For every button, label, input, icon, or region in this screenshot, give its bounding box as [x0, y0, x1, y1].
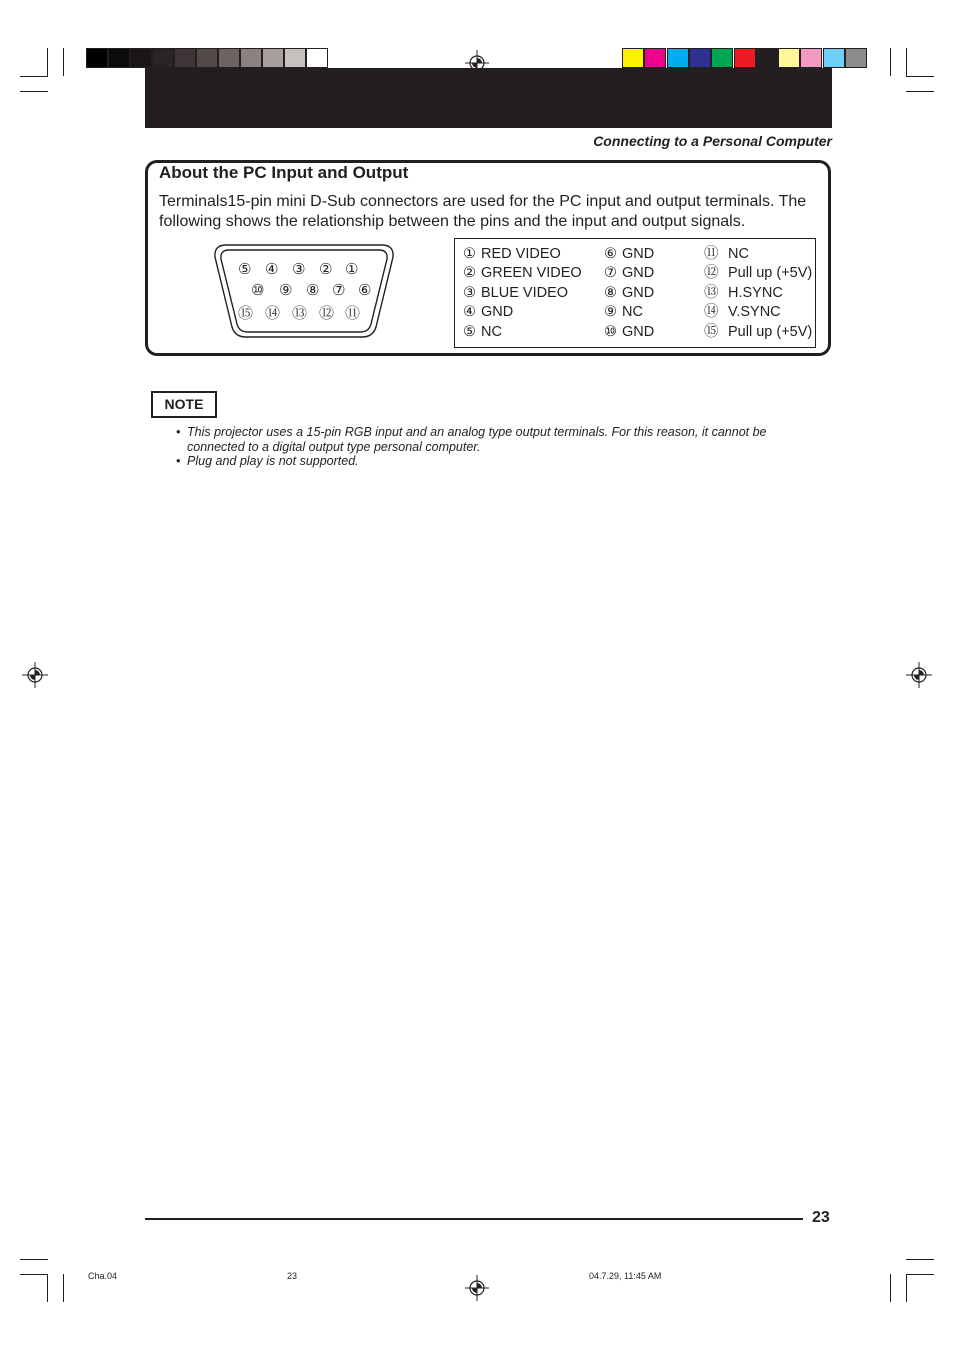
- pin-row: [463, 323, 582, 342]
- color-swatch: [845, 48, 867, 68]
- pin-row: [463, 264, 582, 283]
- pin-signal: GND: [622, 265, 655, 282]
- pin-row: [704, 245, 812, 264]
- page-number: 23: [812, 1209, 830, 1226]
- pin-7-label: ⑦: [332, 282, 346, 299]
- pin-11-label: ⑪: [345, 305, 361, 322]
- color-swatch: [734, 48, 756, 68]
- gray-swatch: [240, 48, 262, 68]
- pin-column-2: [604, 245, 654, 342]
- pin-number: ⑪: [704, 246, 719, 262]
- pin-signal: Pull up (+5V): [728, 265, 813, 282]
- slug-timestamp: 04.7.29, 11:45 AM: [589, 1271, 662, 1281]
- color-swatch: [644, 48, 666, 68]
- color-swatch: [711, 48, 733, 68]
- pin-signal: GND: [622, 246, 655, 262]
- page-subtitle: Connecting to a Personal Computer: [593, 133, 832, 149]
- color-swatch: [622, 48, 644, 68]
- pin-row: [604, 323, 654, 342]
- pin-signal: Pull up (+5V): [728, 323, 813, 340]
- pin-row: [604, 284, 654, 303]
- slug-page: 23: [287, 1271, 298, 1281]
- gray-swatch: [196, 48, 218, 68]
- header-bar: [145, 68, 832, 128]
- slug-chapter: Cha.04: [88, 1271, 118, 1281]
- pin-row: [704, 284, 812, 303]
- gray-swatch: [86, 48, 108, 68]
- pin-row: [604, 264, 654, 283]
- pin-row: [704, 303, 812, 322]
- pin-signal: NC: [728, 246, 749, 262]
- color-swatch: [756, 48, 778, 68]
- pin-row: [604, 303, 654, 322]
- gray-swatch: [284, 48, 306, 68]
- registration-target-icon: [22, 662, 48, 688]
- pin-13-label: ⑬: [292, 305, 308, 322]
- pin-row: [704, 323, 812, 342]
- gray-swatch: [218, 48, 240, 68]
- pin-6-label: ⑥: [358, 282, 372, 299]
- pin-number: ⑩: [604, 323, 617, 340]
- pin-4-label: ④: [265, 261, 279, 278]
- pin-number: ⑨: [604, 304, 617, 321]
- color-swatch: [800, 48, 822, 68]
- gray-swatch: [262, 48, 284, 68]
- pin-number: ③: [463, 284, 476, 301]
- section-title: About the PC Input and Output: [159, 163, 409, 182]
- pin-1-label: ①: [345, 261, 359, 278]
- pin-row: [604, 245, 654, 264]
- pin-2-label: ②: [319, 261, 333, 278]
- pin-number: ①: [463, 246, 476, 262]
- pin-number: ②: [463, 265, 476, 282]
- pin-signal: BLUE VIDEO: [481, 284, 569, 301]
- pin-signal: NC: [481, 323, 502, 340]
- pin-9-label: ⑨: [279, 282, 293, 299]
- note-item: • Plug and play is not supported.: [176, 454, 796, 469]
- pin-number: ⑬: [704, 284, 719, 301]
- section-body: Terminals15-pin mini D-Sub connectors are used for the PC input and output terminals. The following shows the relationship between the pins and the input and output signals.: [159, 193, 807, 230]
- pin-signal: H.SYNC: [728, 284, 783, 301]
- pin-signal: GND: [481, 304, 514, 321]
- pin-12-label: ⑫: [319, 305, 335, 322]
- registration-target-icon: [465, 1275, 489, 1301]
- pin-number: ⑦: [604, 265, 617, 282]
- pin-row: [704, 264, 812, 283]
- pin-10-label: ⑩: [251, 282, 265, 299]
- pin-number: ④: [463, 304, 476, 321]
- pin-number: ⑭: [704, 304, 719, 321]
- pin-signal: GND: [622, 284, 655, 301]
- pin-row: [463, 245, 582, 264]
- pin-8-label: ⑧: [306, 282, 320, 299]
- pin-signal: GREEN VIDEO: [481, 265, 582, 282]
- pin-column-1: [463, 245, 582, 342]
- pin-signal: RED VIDEO: [481, 246, 561, 262]
- pin-number: ⑥: [604, 246, 617, 262]
- pin-signal: GND: [622, 323, 655, 340]
- pin-number: ⑫: [704, 265, 719, 282]
- pin-signal: V.SYNC: [728, 304, 781, 321]
- color-swatch: [667, 48, 689, 68]
- pin-row: [463, 303, 582, 322]
- pin-15-label: ⑮: [238, 305, 254, 322]
- note-item: • This projector uses a 15-pin RGB input and an analog type output terminals. For this reason, it cannot be connected to a digital output type personal computer.: [176, 425, 796, 454]
- footer-rule: [145, 1218, 803, 1220]
- gray-swatch: [108, 48, 130, 68]
- note-label: NOTE: [151, 391, 217, 418]
- pin-number: ⑧: [604, 284, 617, 301]
- pin-number: ⑮: [704, 323, 719, 340]
- pin-14-label: ⑭: [265, 305, 281, 322]
- color-swatch: [689, 48, 711, 68]
- pin-row: [463, 284, 582, 303]
- pin-3-label: ③: [292, 261, 306, 278]
- pin-number: ⑤: [463, 323, 476, 340]
- gray-swatch: [306, 48, 328, 68]
- color-swatch: [823, 48, 845, 68]
- registration-target-icon: [906, 662, 932, 688]
- note-list: [176, 425, 796, 469]
- pin-5-label: ⑤: [238, 261, 252, 278]
- pin-assignment-table: [454, 238, 816, 348]
- gray-swatch: [152, 48, 174, 68]
- pin-signal: NC: [622, 304, 643, 321]
- pin-column-3: [704, 245, 812, 342]
- gray-swatch: [174, 48, 196, 68]
- gray-swatch: [130, 48, 152, 68]
- color-swatch: [778, 48, 800, 68]
